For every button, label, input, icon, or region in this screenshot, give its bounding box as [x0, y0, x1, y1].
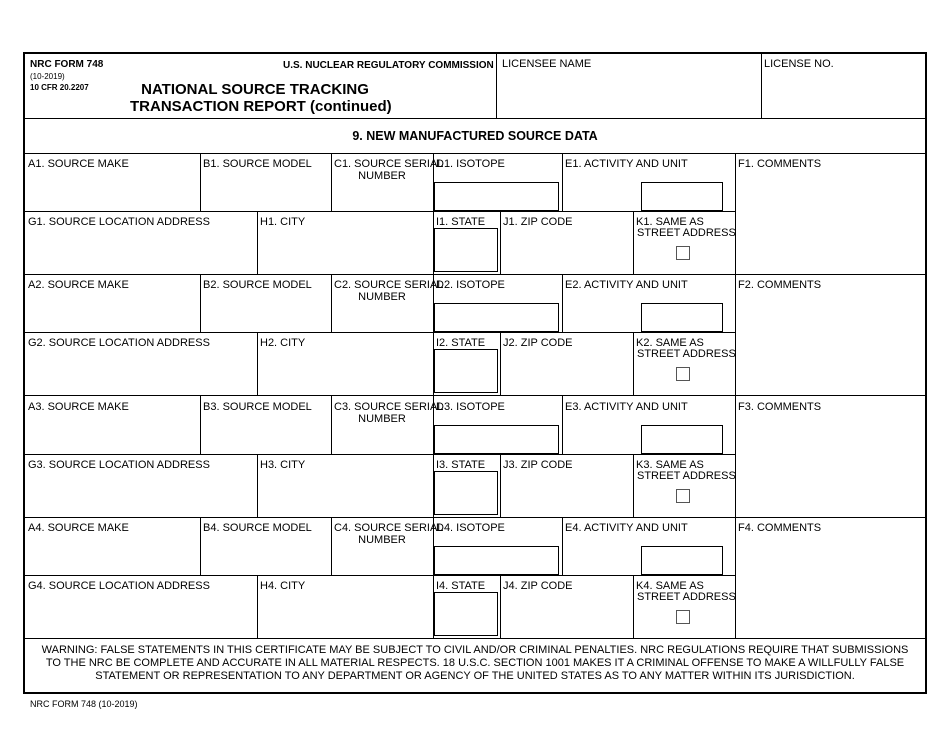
location-address-label-4: G4. SOURCE LOCATION ADDRESS — [28, 580, 210, 592]
street-address-label-1: STREET ADDRESS — [637, 227, 736, 239]
comments-field-1[interactable] — [737, 173, 923, 271]
city-label-2: H2. CITY — [260, 337, 306, 349]
isotope-label-4: D4. ISOTOPE — [436, 522, 505, 534]
location-address-label-1: G1. SOURCE LOCATION ADDRESS — [28, 216, 210, 228]
form-title-line2: TRANSACTION REPORT (continued) — [130, 98, 392, 115]
location-address-field-4[interactable] — [27, 595, 255, 635]
source-make-field-3[interactable] — [27, 416, 197, 452]
activity-label-1: E1. ACTIVITY AND UNIT — [565, 158, 688, 170]
source-model-label-2: B2. SOURCE MODEL — [203, 279, 312, 291]
isotope-field-4[interactable] — [434, 546, 559, 575]
street-address-label-2: STREET ADDRESS — [637, 348, 736, 360]
comments-label-1: F1. COMMENTS — [738, 158, 822, 170]
city-label-3: H3. CITY — [260, 459, 306, 471]
source-make-label-4: A4. SOURCE MAKE — [28, 522, 129, 534]
street-address-label-3: STREET ADDRESS — [637, 470, 736, 482]
state-field-3[interactable] — [434, 471, 498, 515]
activity-field-1[interactable] — [641, 182, 723, 211]
isotope-field-1[interactable] — [434, 182, 559, 211]
cfr-reference: 10 CFR 20.2207 — [30, 83, 89, 92]
zip-code-label-4: J4. ZIP CODE — [503, 580, 573, 592]
source-make-label-3: A3. SOURCE MAKE — [28, 401, 129, 413]
source-make-label-1: A1. SOURCE MAKE — [28, 158, 129, 170]
state-label-2: I2. STATE — [436, 337, 486, 349]
zip-code-field-4[interactable] — [502, 595, 631, 635]
location-address-field-2[interactable] — [27, 352, 255, 392]
same-address-checkbox-1[interactable] — [676, 246, 690, 260]
state-label-4: I4. STATE — [436, 580, 486, 592]
same-as-label-2: K2. SAME AS — [636, 337, 704, 349]
activity-field-3[interactable] — [641, 425, 723, 454]
source-make-field-4[interactable] — [27, 537, 197, 573]
same-address-checkbox-4[interactable] — [676, 610, 690, 624]
form-id: NRC FORM 748 — [30, 59, 104, 70]
city-label-1: H1. CITY — [260, 216, 306, 228]
serial-number-field-2[interactable] — [333, 306, 431, 330]
agency-name: U.S. NUCLEAR REGULATORY COMMISSION — [283, 60, 494, 71]
serial-number-label-4: NUMBER — [358, 534, 406, 546]
comments-field-4[interactable] — [737, 537, 923, 635]
serial-number-label-1: NUMBER — [358, 170, 406, 182]
source-model-field-1[interactable] — [202, 173, 329, 209]
comments-label-4: F4. COMMENTS — [738, 522, 822, 534]
nrc-form-748 — [23, 52, 927, 694]
city-label-4: H4. CITY — [260, 580, 306, 592]
state-field-1[interactable] — [434, 228, 498, 272]
zip-code-label-1: J1. ZIP CODE — [503, 216, 573, 228]
location-address-label-2: G2. SOURCE LOCATION ADDRESS — [28, 337, 210, 349]
source-model-label-4: B4. SOURCE MODEL — [203, 522, 312, 534]
activity-label-4: E4. ACTIVITY AND UNIT — [565, 522, 688, 534]
city-field-2[interactable] — [259, 352, 431, 392]
serial-label-4: C4. SOURCE SERIAL — [334, 522, 444, 534]
serial-number-field-1[interactable] — [333, 185, 431, 209]
source-model-field-4[interactable] — [202, 537, 329, 573]
same-as-label-3: K3. SAME AS — [636, 459, 704, 471]
city-field-1[interactable] — [259, 231, 431, 271]
isotope-label-1: D1. ISOTOPE — [436, 158, 505, 170]
isotope-label-3: D3. ISOTOPE — [436, 401, 505, 413]
licensee-name-label: LICENSEE NAME — [502, 58, 592, 70]
serial-number-label-2: NUMBER — [358, 291, 406, 303]
serial-number-field-4[interactable] — [333, 549, 431, 573]
warning-line-1: WARNING: FALSE STATEMENTS IN THIS CERTIFICATE MAY BE SUBJECT TO CIVIL AND/OR CRIMINAL PENALTIES. NRC REGULATIONS REQUIRE THAT SUBMISSIONS — [41, 644, 909, 656]
serial-label-1: C1. SOURCE SERIAL — [334, 158, 444, 170]
warning-line-2: TO THE NRC BE COMPLETE AND ACCURATE IN ALL MATERIAL RESPECTS. 18 U.S.C. SECTION 1001 MAKES IT A CRIMINAL OFFENSE TO MAKE A WILLFULLY FALSE — [45, 657, 905, 669]
street-address-label-4: STREET ADDRESS — [637, 591, 736, 603]
comments-field-2[interactable] — [737, 294, 923, 392]
form-date: (10-2019) — [30, 72, 65, 81]
same-as-label-1: K1. SAME AS — [636, 216, 704, 228]
form-title-line1: NATIONAL SOURCE TRACKING — [141, 81, 369, 98]
license-no-label: LICENSE NO. — [764, 58, 834, 70]
zip-code-label-2: J2. ZIP CODE — [503, 337, 573, 349]
zip-code-field-3[interactable] — [502, 474, 631, 514]
zip-code-field-1[interactable] — [502, 231, 631, 271]
source-model-label-3: B3. SOURCE MODEL — [203, 401, 312, 413]
location-address-field-3[interactable] — [27, 474, 255, 514]
comments-label-2: F2. COMMENTS — [738, 279, 822, 291]
serial-number-label-3: NUMBER — [358, 413, 406, 425]
activity-label-3: E3. ACTIVITY AND UNIT — [565, 401, 688, 413]
state-label-3: I3. STATE — [436, 459, 486, 471]
city-field-4[interactable] — [259, 595, 431, 635]
location-address-label-3: G3. SOURCE LOCATION ADDRESS — [28, 459, 210, 471]
city-field-3[interactable] — [259, 474, 431, 514]
comments-label-3: F3. COMMENTS — [738, 401, 822, 413]
source-model-field-3[interactable] — [202, 416, 329, 452]
same-address-checkbox-3[interactable] — [676, 489, 690, 503]
comments-field-3[interactable] — [737, 416, 923, 514]
isotope-field-3[interactable] — [434, 425, 559, 454]
source-make-field-1[interactable] — [27, 173, 197, 209]
same-address-checkbox-2[interactable] — [676, 367, 690, 381]
activity-field-4[interactable] — [641, 546, 723, 575]
source-make-field-2[interactable] — [27, 294, 197, 330]
form-footer: NRC FORM 748 (10-2019) — [30, 699, 138, 709]
activity-field-2[interactable] — [641, 303, 723, 332]
state-label-1: I1. STATE — [436, 216, 486, 228]
isotope-label-2: D2. ISOTOPE — [436, 279, 505, 291]
serial-label-3: C3. SOURCE SERIAL — [334, 401, 444, 413]
isotope-field-2[interactable] — [434, 303, 559, 332]
zip-code-label-3: J3. ZIP CODE — [503, 459, 573, 471]
source-model-field-2[interactable] — [202, 294, 329, 330]
source-make-label-2: A2. SOURCE MAKE — [28, 279, 129, 291]
serial-number-field-3[interactable] — [333, 428, 431, 452]
source-model-label-1: B1. SOURCE MODEL — [203, 158, 312, 170]
state-field-2[interactable] — [434, 349, 498, 393]
section-title: 9. NEW MANUFACTURED SOURCE DATA — [352, 129, 598, 143]
activity-label-2: E2. ACTIVITY AND UNIT — [565, 279, 688, 291]
location-address-field-1[interactable] — [27, 231, 255, 271]
license-no-field[interactable] — [762, 70, 927, 118]
licensee-name-field[interactable] — [497, 70, 760, 118]
warning-line-3: STATEMENT OR REPRESENTATION TO ANY DEPARTMENT OR AGENCY OF THE UNITED STATES AS TO ANY MATTER WITHIN ITS JURISDICTION. — [95, 670, 855, 682]
same-as-label-4: K4. SAME AS — [636, 580, 704, 592]
serial-label-2: C2. SOURCE SERIAL — [334, 279, 444, 291]
zip-code-field-2[interactable] — [502, 352, 631, 392]
state-field-4[interactable] — [434, 592, 498, 636]
